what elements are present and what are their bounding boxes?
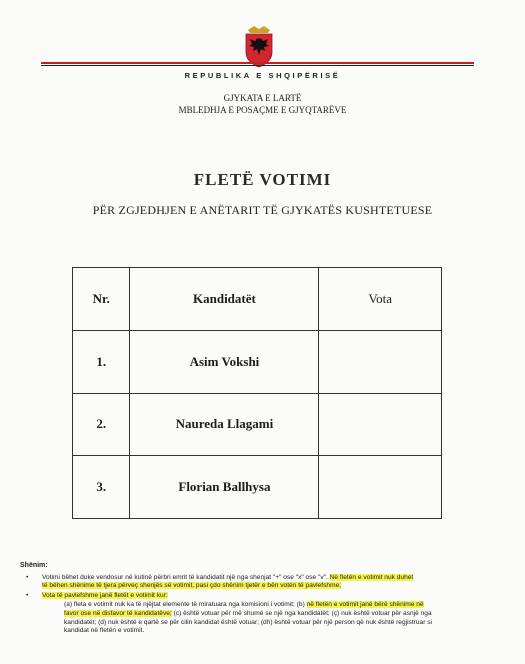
note-subtext (20, 601, 510, 635)
table-row (73, 330, 442, 393)
vote-cell[interactable] (319, 393, 442, 456)
note-item (20, 592, 510, 601)
note-text: (c) është votuar për më shumë se një nga kandidatët; (ç) nuk është votuar për asnjë nga (171, 609, 432, 617)
header-vote: Vota (319, 268, 442, 331)
bullet-icon: • (26, 591, 29, 599)
note-highlight: Në fletën e votimit nuk duhet (329, 573, 414, 581)
note-highlight: favor ose në disfavor të kandidatëve; (64, 609, 172, 617)
row-number: 3. (73, 456, 130, 519)
table-row (73, 393, 442, 456)
court-assembly: MBLEDHJA E POSAÇME E GJYQTARËVE (178, 105, 347, 115)
note-highlight: Vota të pavlefshme janë fletët e votimit kur: (42, 591, 168, 599)
note-highlight: të bëhen shënime të tjera përveç shenjës së votimit, pasi çdo shënim tjetër e bën votën të pavlefshme; (42, 582, 342, 590)
note-text: (a) fleta e votimit nuk ka të njëjtat elemente të miratuara nga komisioni i votimit; (b) (64, 601, 307, 609)
row-number: 2. (73, 393, 130, 456)
candidate-name: Florian Ballhysa (130, 456, 319, 519)
header-nr: Nr. (73, 268, 130, 331)
notes-heading: Shënim: (20, 562, 48, 569)
candidate-name: Asim Vokshi (130, 330, 319, 393)
note-text: kandidatët; (d) nuk është e qartë se për cilin kandidat është votuar; (dh) është votuar për një person që nuk është regjistruar si (64, 618, 432, 626)
vote-cell[interactable] (319, 330, 442, 393)
page-title: FLETË VOTIMI (193, 170, 332, 189)
candidate-name: Naureda Llagami (130, 393, 319, 456)
table-header-row (73, 268, 442, 331)
notes-section (20, 562, 510, 636)
note-item (20, 574, 510, 591)
header-candidates: Kandidatët (130, 268, 319, 331)
republic-heading: REPUBLIKA E SHQIPËRISË (184, 71, 341, 80)
vote-cell[interactable] (319, 456, 442, 519)
note-highlight: në fletën e votimit janë bërë shënime në (306, 601, 424, 609)
note-text: Votimi bëhet duke vendosur në kutinë përbri emrit të kandidatit një nga shenjat "+" ose "x" ose "v". (42, 573, 330, 581)
header-rule-black (41, 65, 474, 66)
row-number: 1. (73, 330, 130, 393)
table-row (73, 456, 442, 519)
court-name: GJYKATA E LARTË (223, 93, 302, 103)
ballot-table (72, 267, 442, 519)
page-subtitle: PËR ZGJEDHJEN E ANËTARIT TË GJYKATËS KUSHTETUESE (92, 203, 433, 217)
bullet-icon: • (26, 573, 29, 581)
court-heading (0, 92, 525, 116)
note-text: kandidat në fletën e votimit. (64, 627, 145, 635)
header-rule-red (41, 62, 474, 64)
